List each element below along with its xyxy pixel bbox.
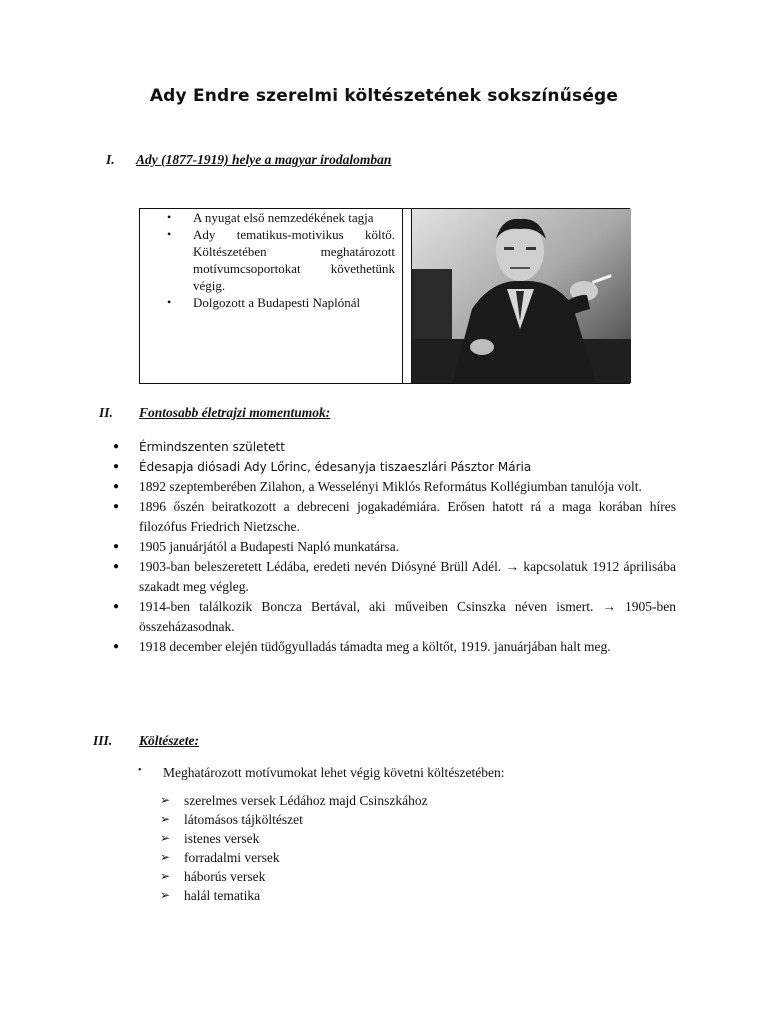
intro-list-cell	[140, 209, 403, 383]
biography-item	[113, 637, 676, 657]
biography-item	[113, 557, 676, 597]
arrow-bullet-icon: ➢	[160, 850, 171, 864]
bullet-icon: •	[167, 295, 172, 309]
theme-item	[160, 886, 428, 905]
bullet-icon: •	[167, 227, 172, 241]
intro-list-text: Dolgozott a Budapesti Naplónál	[193, 295, 361, 310]
biography-text: 1914-ben találkozik Boncza Bertával, aki műveiben Csinszka néven ismert. → 1905-ben összeházasodnak.	[139, 599, 676, 634]
section-1-number: I.	[106, 152, 115, 167]
biography-text: 1905 januárjától a Budapesti Napló munkatársa.	[139, 539, 400, 554]
theme-text: látomásos tájköltészet	[184, 812, 303, 827]
biography-text: 1918 december elején tüdőgyulladás támadta meg a költőt, 1919. januárjában halt meg.	[139, 639, 611, 654]
theme-text: háborús versek	[184, 869, 266, 884]
section-3-title: Költészete:	[139, 733, 199, 748]
theme-item	[160, 867, 428, 886]
theme-text: szerelmes versek Lédához majd Csinszkához	[184, 793, 428, 808]
intro-list-item	[140, 209, 395, 226]
biography-list	[113, 437, 676, 657]
arrow-bullet-icon: ➢	[160, 869, 171, 883]
bullet-icon: ●	[113, 641, 120, 652]
intro-list-text: A nyugat első nemzedékének tagja	[193, 210, 374, 225]
theme-item	[160, 829, 428, 848]
biography-item	[113, 477, 676, 497]
theme-text: halál tematika	[184, 888, 261, 903]
biography-text: 1903-ban beleszeretett Lédába, eredeti nevén Diósyné Brüll Adél. → kapcsolatuk 1912 áprilisába szakadt meg végleg.	[139, 559, 676, 594]
bullet-icon: ●	[113, 441, 120, 452]
portrait-cell	[411, 209, 631, 383]
page-title: Ady Endre szerelmi költészetének sokszínűsége	[149, 86, 619, 106]
portrait-photo	[412, 209, 631, 383]
intro-list-item	[140, 294, 395, 311]
theme-item	[160, 810, 428, 829]
section-2-number: II.	[99, 405, 113, 420]
biography-text: 1896 őszén beiratkozott a debreceni jogakadémiára. Erősen hatott rá a maga korában híres filozófus Friedrich Nietzsche.	[139, 499, 676, 534]
bullet-icon: ●	[113, 481, 120, 492]
arrow-bullet-icon: ➢	[160, 831, 171, 845]
theme-item	[160, 848, 428, 867]
theme-text: forradalmi versek	[184, 850, 280, 865]
biography-item	[113, 537, 676, 557]
bullet-icon: •	[167, 210, 172, 224]
section-2-title: Fontosabb életrajzi momentumok:	[139, 405, 331, 420]
biography-text: Érmindszenten született	[139, 440, 285, 454]
intro-table	[139, 208, 630, 384]
intro-list-item	[140, 226, 395, 294]
arrow-bullet-icon: ➢	[160, 812, 171, 826]
arrow-bullet-icon: ➢	[160, 888, 171, 902]
intro-list-text: Ady tematikus-motivikus költő. Költészetében meghatározott motívumcsoportokat követhetünk végig.	[193, 227, 395, 293]
biography-item	[113, 457, 676, 477]
bullet-icon: •	[138, 765, 142, 776]
bullet-icon: ●	[113, 561, 120, 572]
bullet-icon: ●	[113, 461, 120, 472]
section-3-number: III.	[93, 733, 113, 748]
biography-text: 1892 szeptemberében Zilahon, a Wesselényi Miklós Református Kollégiumban tanulója volt.	[139, 479, 642, 494]
bullet-icon: ●	[113, 601, 120, 612]
bullet-icon: ●	[113, 501, 120, 512]
bullet-icon: ●	[113, 541, 120, 552]
biography-item	[113, 437, 676, 457]
biography-item	[113, 497, 676, 537]
theme-text: istenes versek	[184, 831, 260, 846]
themes-list	[160, 791, 428, 905]
theme-item	[160, 791, 428, 810]
arrow-bullet-icon: ➢	[160, 793, 171, 807]
poetry-intro-text: Meghatározott motívumokat lehet végig követni költészetében:	[163, 765, 505, 780]
biography-text: Édesapja diósadi Ady Lőrinc, édesanyja tiszaeszlári Pásztor Mária	[139, 460, 532, 474]
section-1-title: Ady (1877-1919) helye a magyar irodalomban	[136, 152, 392, 167]
biography-item	[113, 597, 676, 637]
intro-list	[140, 209, 395, 311]
